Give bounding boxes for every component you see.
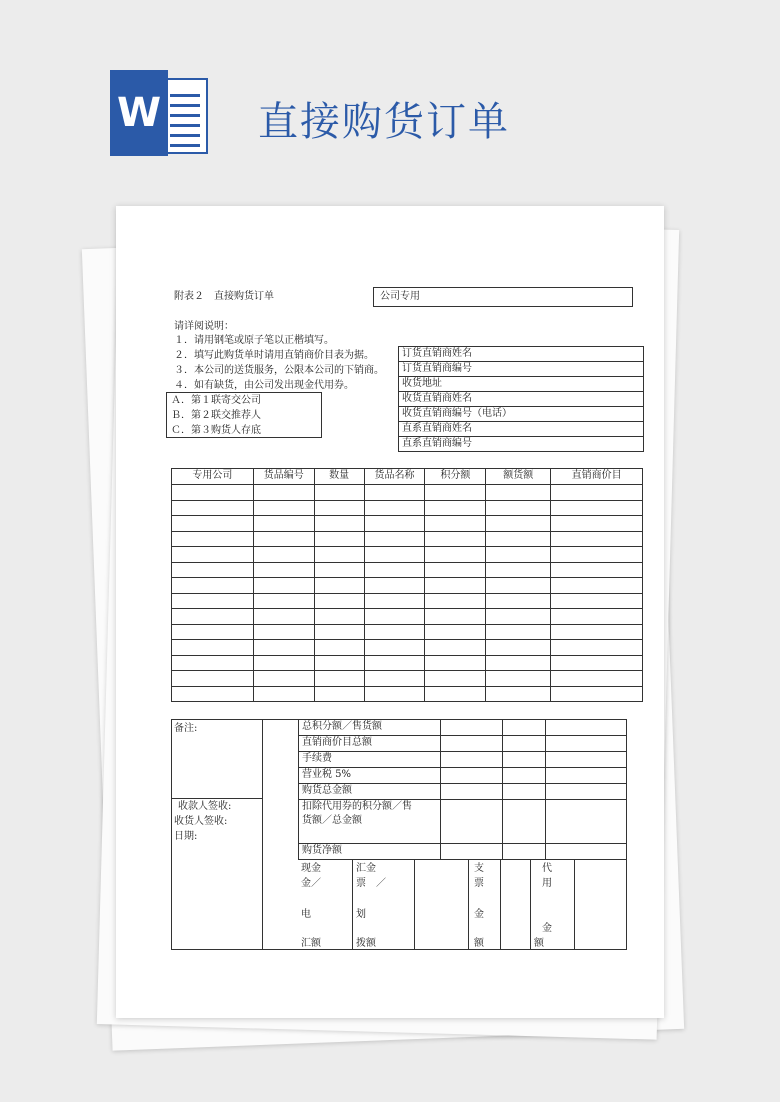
table-cell[interactable]: [551, 640, 643, 656]
form-caption: 附表２ 直接购货订单: [174, 291, 274, 302]
payment-voucher-label: 金: [542, 923, 552, 934]
sign-label: 收款人签收:: [178, 801, 232, 812]
column-header: 积分额: [425, 469, 486, 485]
payment-cash-label: 电: [301, 909, 311, 920]
table-cell[interactable]: [172, 593, 254, 609]
table-cell[interactable]: [314, 516, 364, 532]
table-row[interactable]: [172, 671, 643, 687]
word-icon: W: [110, 70, 208, 156]
table-cell[interactable]: [551, 500, 643, 516]
totals-row-label: 手续费: [299, 752, 441, 768]
table-cell[interactable]: [425, 516, 486, 532]
payment-voucher-label: 额: [534, 938, 544, 949]
instruction-item: ４．如有缺货，由公司发出现金代用券。: [174, 380, 354, 391]
table-cell[interactable]: [425, 531, 486, 547]
table-cell[interactable]: [551, 485, 643, 501]
info-field: 订货直销商姓名: [399, 347, 644, 362]
table-row[interactable]: [172, 500, 643, 516]
payment-check-label: 票: [474, 878, 484, 889]
table-cell[interactable]: [425, 562, 486, 578]
deduct-cell: [299, 800, 441, 844]
instruction-item: ３．本公司的送货服务，公限本公司的下销商。: [174, 365, 384, 376]
instruction-item: １．请用钢笔或原子笔以正楷填写。: [174, 335, 334, 346]
instructions-title: 请详阅说明：: [174, 321, 234, 332]
table-cell[interactable]: [486, 593, 551, 609]
column-header: 数量: [314, 469, 364, 485]
table-cell[interactable]: [425, 624, 486, 640]
remarks-label: 备注:: [174, 723, 198, 734]
sign-label: 收货人签收:: [174, 816, 228, 827]
payment-draft-label: 划: [356, 909, 366, 920]
totals-row-label: 直销商价目总额: [299, 736, 441, 752]
table-cell[interactable]: [314, 485, 364, 501]
table-cell[interactable]: [364, 485, 425, 501]
table-cell[interactable]: [551, 624, 643, 640]
table-cell[interactable]: [425, 485, 486, 501]
table-cell[interactable]: [364, 531, 425, 547]
table-cell[interactable]: [314, 531, 364, 547]
table-cell[interactable]: [486, 686, 551, 702]
table-cell[interactable]: [172, 609, 254, 625]
table-cell[interactable]: [425, 686, 486, 702]
column-header: 货品名称: [364, 469, 425, 485]
instruction-item: ２．填写此购货单时请用直销商价目表为据。: [174, 350, 374, 361]
table-cell[interactable]: [551, 609, 643, 625]
payment-cash-label: 金／: [301, 878, 321, 889]
table-cell[interactable]: [314, 593, 364, 609]
table-cell[interactable]: [253, 500, 314, 516]
table-cell[interactable]: [551, 547, 643, 563]
document-page: [116, 206, 664, 1018]
company-use-label: 公司专用: [380, 291, 420, 302]
info-field: 收货直销商编号（电话）: [399, 407, 644, 422]
table-cell[interactable]: [364, 500, 425, 516]
payment-draft-label: 票 ／: [356, 878, 386, 889]
table-cell[interactable]: [486, 578, 551, 594]
totals-table: [298, 719, 627, 860]
column-header: 直销商价目: [551, 469, 643, 485]
table-cell[interactable]: [551, 531, 643, 547]
table-cell[interactable]: [172, 624, 254, 640]
table-cell[interactable]: [364, 547, 425, 563]
table-cell[interactable]: [364, 578, 425, 594]
column-header: 货品编号: [253, 469, 314, 485]
table-cell[interactable]: [364, 609, 425, 625]
table-cell[interactable]: [172, 578, 254, 594]
info-field: 收货地址: [399, 377, 644, 392]
table-cell[interactable]: [364, 686, 425, 702]
table-cell[interactable]: [253, 531, 314, 547]
table-cell[interactable]: [486, 624, 551, 640]
order-table-body: [172, 485, 643, 702]
table-cell[interactable]: [314, 686, 364, 702]
table-cell[interactable]: [314, 562, 364, 578]
table-cell[interactable]: [551, 562, 643, 578]
table-cell[interactable]: [253, 547, 314, 563]
table-cell[interactable]: [425, 578, 486, 594]
copy-options-box: [166, 392, 322, 438]
table-cell[interactable]: [172, 531, 254, 547]
table-cell[interactable]: [486, 671, 551, 687]
table-cell[interactable]: [551, 686, 643, 702]
table-cell[interactable]: [253, 485, 314, 501]
table-cell[interactable]: [551, 578, 643, 594]
table-cell[interactable]: [486, 609, 551, 625]
table-cell[interactable]: [172, 500, 254, 516]
table-row[interactable]: [172, 609, 643, 625]
table-cell[interactable]: [486, 655, 551, 671]
table-cell[interactable]: [551, 655, 643, 671]
option-item: Ｂ．第２联交推荐人: [171, 410, 261, 421]
table-cell[interactable]: [172, 485, 254, 501]
table-cell[interactable]: [486, 485, 551, 501]
table-cell[interactable]: [172, 516, 254, 532]
table-cell[interactable]: [314, 547, 364, 563]
table-cell[interactable]: [314, 578, 364, 594]
table-cell[interactable]: [425, 547, 486, 563]
net-amount-label: 购货净额: [299, 844, 441, 860]
distributor-info-table: [398, 346, 644, 452]
table-cell[interactable]: [364, 516, 425, 532]
table-cell[interactable]: [314, 671, 364, 687]
table-cell[interactable]: [253, 562, 314, 578]
payment-cash-label: 现金: [301, 863, 321, 874]
table-row[interactable]: [172, 516, 643, 532]
table-cell[interactable]: [364, 593, 425, 609]
table-row[interactable]: [172, 686, 643, 702]
order-table: [171, 468, 643, 702]
payment-check-label: 支: [474, 863, 484, 874]
table-row[interactable]: [172, 655, 643, 671]
info-field: 订货直销商编号: [399, 362, 644, 377]
table-cell[interactable]: [172, 655, 254, 671]
info-field: 直系直销商编号: [399, 437, 644, 452]
totals-row-label: 营业税 5%: [299, 768, 441, 784]
payment-check-label: 金: [474, 909, 484, 920]
table-cell[interactable]: [486, 547, 551, 563]
table-cell[interactable]: [253, 609, 314, 625]
table-cell[interactable]: [172, 640, 254, 656]
table-cell[interactable]: [425, 500, 486, 516]
table-cell[interactable]: [172, 686, 254, 702]
payment-cash-label: 汇额: [301, 938, 321, 949]
option-item: Ｃ．第３购货人存底: [171, 425, 261, 436]
table-cell[interactable]: [364, 624, 425, 640]
table-row[interactable]: [172, 640, 643, 656]
info-field: 收货直销商姓名: [399, 392, 644, 407]
table-cell[interactable]: [486, 500, 551, 516]
table-cell[interactable]: [172, 547, 254, 563]
payment-draft-label: 汇金: [356, 863, 376, 874]
company-use-box: [373, 287, 633, 307]
table-cell[interactable]: [253, 640, 314, 656]
table-cell[interactable]: [253, 624, 314, 640]
totals-row-label: 购货总金额: [299, 784, 441, 800]
payment-voucher-label: 代: [542, 863, 552, 874]
table-cell[interactable]: [364, 655, 425, 671]
table-cell[interactable]: [425, 640, 486, 656]
table-row[interactable]: [172, 593, 643, 609]
table-cell[interactable]: [425, 593, 486, 609]
table-cell[interactable]: [551, 593, 643, 609]
table-cell[interactable]: [364, 640, 425, 656]
table-cell[interactable]: [314, 624, 364, 640]
column-header: 专用公司: [172, 469, 254, 485]
info-field: 直系直销商姓名: [399, 422, 644, 437]
table-row[interactable]: [172, 562, 643, 578]
table-cell[interactable]: [551, 671, 643, 687]
option-item: Ａ．第１联寄交公司: [171, 395, 261, 406]
table-cell[interactable]: [253, 593, 314, 609]
table-cell[interactable]: [486, 640, 551, 656]
deduct-label-line: 货额／总金额: [302, 815, 362, 826]
table-cell[interactable]: [425, 671, 486, 687]
table-cell[interactable]: [253, 578, 314, 594]
deduct-label-line: 扣除代用券的积分额／售: [302, 801, 412, 812]
sign-label: 日期:: [174, 831, 198, 842]
table-cell[interactable]: [314, 655, 364, 671]
table-cell[interactable]: [425, 609, 486, 625]
table-cell[interactable]: [425, 655, 486, 671]
table-row[interactable]: [172, 624, 643, 640]
column-header: 额货额: [486, 469, 551, 485]
table-cell[interactable]: [364, 671, 425, 687]
table-cell[interactable]: [486, 516, 551, 532]
table-cell[interactable]: [314, 609, 364, 625]
table-row[interactable]: [172, 531, 643, 547]
table-cell[interactable]: [486, 562, 551, 578]
table-row[interactable]: [172, 547, 643, 563]
table-cell[interactable]: [551, 516, 643, 532]
table-cell[interactable]: [314, 640, 364, 656]
page-title: 直接购货订单: [258, 99, 510, 145]
table-cell[interactable]: [253, 671, 314, 687]
table-row[interactable]: [172, 485, 643, 501]
table-cell[interactable]: [364, 562, 425, 578]
table-cell[interactable]: [253, 655, 314, 671]
table-cell[interactable]: [253, 686, 314, 702]
table-cell[interactable]: [314, 500, 364, 516]
payment-draft-label: 拨额: [356, 938, 376, 949]
table-cell[interactable]: [172, 671, 254, 687]
table-cell[interactable]: [172, 562, 254, 578]
table-cell[interactable]: [253, 516, 314, 532]
table-cell[interactable]: [486, 531, 551, 547]
table-row[interactable]: [172, 578, 643, 594]
payment-check-label: 额: [474, 938, 484, 949]
totals-row-label: 总积分额／售货额: [299, 720, 441, 736]
payment-voucher-label: 用: [542, 878, 552, 889]
